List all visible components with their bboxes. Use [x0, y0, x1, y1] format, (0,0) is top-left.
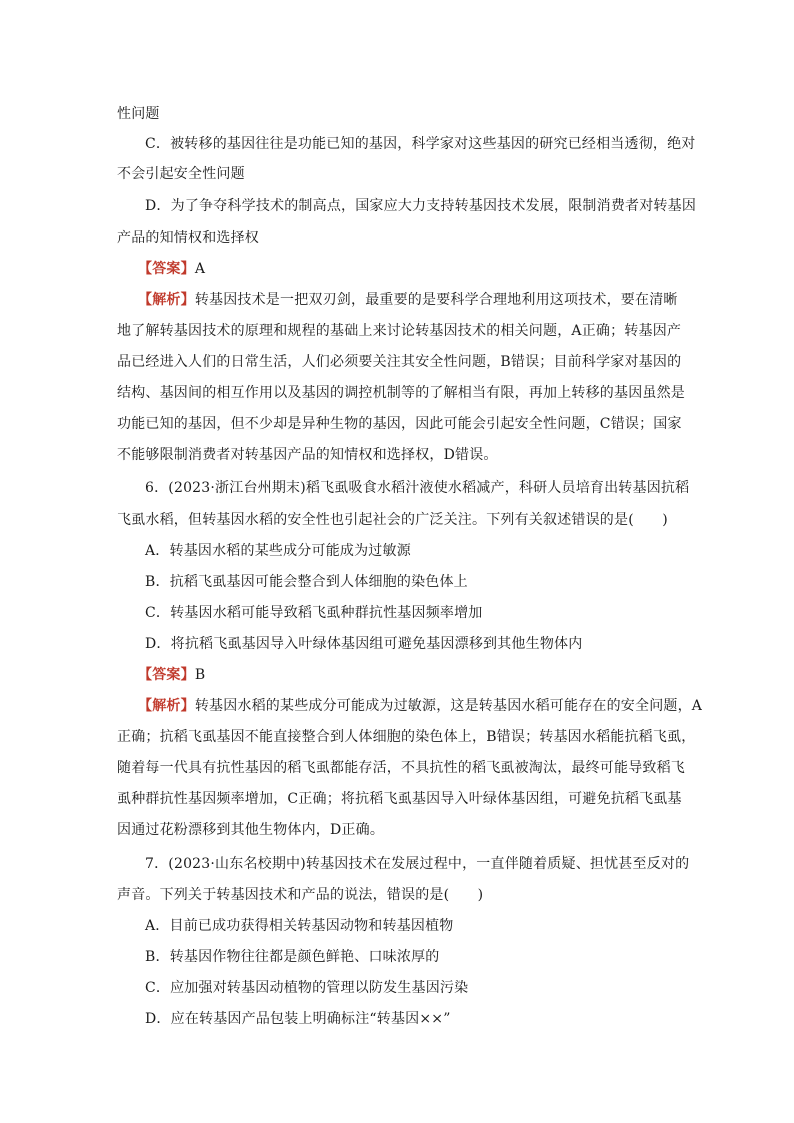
- text-line: 声音。下列关于转基因技术和产品的说法，错误的是( ): [117, 887, 484, 903]
- option-d: D．将抗稻飞虱基因导入叶绿体基因组可避免基因漂移到其他生物体内: [145, 636, 583, 652]
- text-line: 产品的知情权和选择权: [117, 230, 259, 246]
- text-line: 正确；抗稻飞虱基因不能直接整合到人体细胞的染色体上，B错误；转基因水稻能抗稻飞虱，: [117, 729, 696, 745]
- text-line: 结构、基因间的相互作用以及基因的调控机制等的了解相当有限，再加上转移的基因虽然是: [117, 385, 685, 401]
- question-7: 7．(2023·山东名校期中)转基因技术在发展过程中，一直伴随着质疑、担忧甚至反对的: [145, 856, 690, 872]
- text-line: 飞虱水稻，但转基因水稻的安全性也引起社会的广泛关注。下列有关叙述错误的是( ): [117, 512, 668, 528]
- option-c: C．被转移的基因往往是功能已知的基因，科学家对这些基因的研究已经相当透彻，绝对: [145, 136, 696, 152]
- option-c: C．应加强对转基因动植物的管理以防发生基因污染: [145, 980, 469, 996]
- analysis-text: 转基因水稻的某些成分可能成为过敏源，这是转基因水稻可能存在的安全问题，A: [194, 698, 703, 714]
- option-a: A．目前已成功获得相关转基因动物和转基因植物: [145, 918, 454, 934]
- analysis-line: [138, 288, 678, 312]
- question-6: 6．(2023·浙江台州期末)稻飞虱吸食水稻汁液使水稻减产，科研人员培育出转基因抗稻: [145, 480, 690, 496]
- option-d: D．应在转基因产品包装上明确标注“转基因××”: [145, 1011, 451, 1027]
- text-line: 不会引起安全性问题: [117, 166, 245, 182]
- text-line: 不能够限制消费者对转基因产品的知情权和选择权，D错误。: [117, 447, 498, 463]
- analysis-tag: 【解析】: [138, 292, 195, 308]
- answer-line: [138, 257, 205, 281]
- answer-tag: 【答案】: [138, 261, 195, 277]
- text-line: 性问题: [117, 106, 160, 122]
- option-a: A．转基因水稻的某些成分可能成为过敏源: [145, 543, 411, 559]
- text-line: 品已经进入人们的日常生活，人们必须要关注其安全性问题，B错误；目前科学家对基因的: [117, 354, 682, 370]
- analysis-tag: 【解析】: [138, 698, 195, 714]
- answer-value: A: [194, 261, 206, 277]
- option-b: B．抗稻飞虱基因可能会整合到人体细胞的染色体上: [145, 574, 468, 590]
- text-line: 因通过花粉漂移到其他生物体内，D正确。: [117, 822, 385, 838]
- text-line: 随着每一代具有抗性基因的稻飞虱都能存活，不具抗性的稻飞虱被淘汰，最终可能导致稻飞: [117, 760, 685, 776]
- answer-tag: 【答案】: [138, 667, 195, 683]
- answer-line: [138, 663, 205, 687]
- option-c: C．转基因水稻可能导致稻飞虱种群抗性基因频率增加: [145, 605, 483, 621]
- text-line: 虱种群抗性基因频率增加，C正确；将抗稻飞虱基因导入叶绿体基因组，可避免抗稻飞虱基: [117, 791, 682, 807]
- text-line: 功能已知的基因，但不少却是异种生物的基因，因此可能会引起安全性问题，C错误；国家: [117, 416, 682, 432]
- analysis-line: [138, 694, 702, 718]
- analysis-text: 转基因技术是一把双刃剑，最重要的是要科学合理地利用这项技术，要在清晰: [194, 292, 678, 308]
- text-line: 地了解转基因技术的原理和规程的基础上来讨论转基因技术的相关问题，A正确；转基因产: [117, 323, 682, 339]
- option-b: B．转基因作物往往都是颜色鲜艳、口味浓厚的: [145, 949, 440, 965]
- option-d: D．为了争夺科学技术的制高点，国家应大力支持转基因技术发展，限制消费者对转基因: [145, 198, 697, 214]
- answer-value: B: [194, 667, 206, 683]
